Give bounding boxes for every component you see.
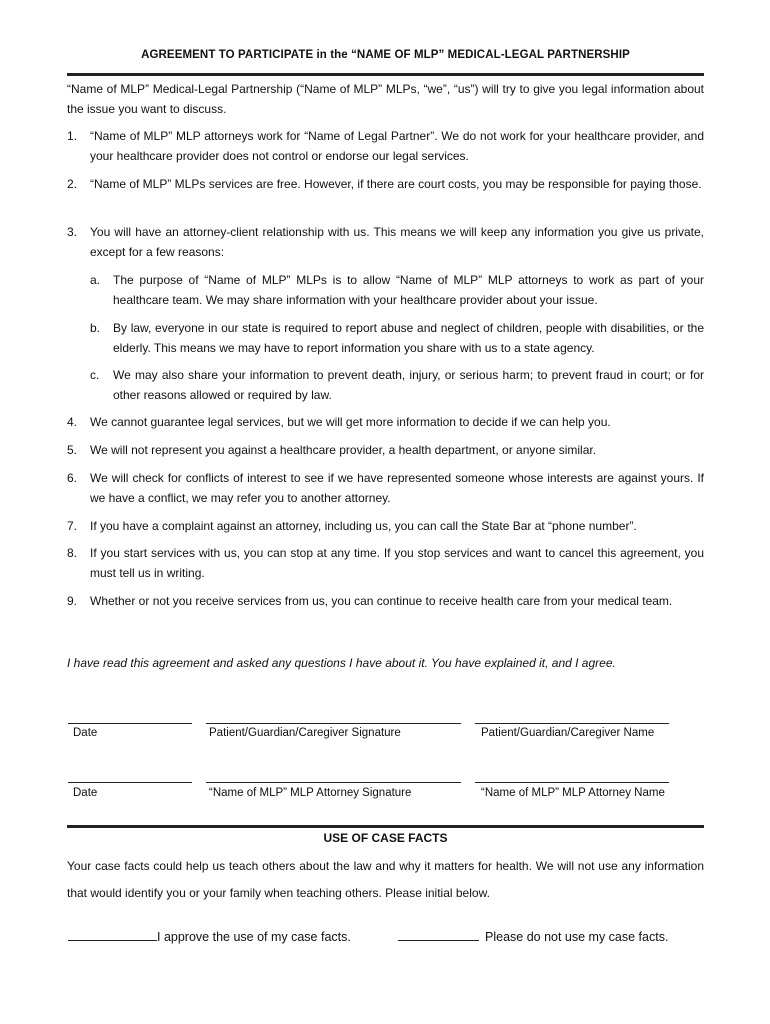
subitem-text: The purpose of “Name of MLP” MLPs is to allow “Name of MLP” MLP attorneys to work as part of your healthcare team. We may share information with your healthcare provider about your issue. <box>113 273 704 307</box>
acknowledgment-statement: I have read this agreement and asked any questions I have about it. You have explained it, and I agree. <box>67 656 616 670</box>
patient-signature-label: Patient/Guardian/Caregiver Signature <box>209 727 401 739</box>
intro-paragraph: “Name of MLP” Medical-Legal Partnership (“Name of MLP” MLPs, “we”, “us”) will try to give you legal information about the issue you want to discuss. <box>67 82 704 116</box>
agreement-item-3 <box>67 222 704 262</box>
agreement-item-7 <box>67 516 704 536</box>
date-line-attorney[interactable] <box>68 782 192 783</box>
item-text: “Name of MLP” MLP attorneys work for “Name of Legal Partner”. We do not work for your healthcare provider, and your healthcare provider does not control or endorse our legal services. <box>90 129 704 163</box>
case-facts-body: Your case facts could help us teach others about the law and why it matters for health. We will not use any information that would identify you or your family when teaching others. Please initial below. <box>67 859 704 900</box>
item-text: We cannot guarantee legal services, but we will get more information to decide if we can help you. <box>90 415 611 429</box>
subitem-letter: c. <box>90 368 100 382</box>
case-facts-title: USE OF CASE FACTS <box>323 831 448 845</box>
attorney-name-line[interactable] <box>475 782 669 783</box>
subitem-letter: b. <box>90 321 101 335</box>
document-title: AGREEMENT TO PARTICIPATE in the “NAME OF MLP” MEDICAL-LEGAL PARTNERSHIP <box>141 49 630 61</box>
item-text: If you have a complaint against an attorney, including us, you can call the State Bar at “phone number”. <box>90 519 637 533</box>
agreement-item-6 <box>67 468 704 508</box>
patient-signature-line[interactable] <box>206 723 461 724</box>
patient-name-line[interactable] <box>475 723 669 724</box>
agreement-item-4 <box>67 412 704 432</box>
subitem-text: By law, everyone in our state is required to report abuse and neglect of children, people with disabilities, or the elderly. This means we may have to report information you share with us to a state agency. <box>113 321 704 355</box>
attorney-signature-line[interactable] <box>206 782 461 783</box>
agreement-subitem-a <box>90 270 704 310</box>
item-number: 4. <box>67 415 78 429</box>
item-text: Whether or not you receive services from us, you can continue to receive health care from your medical team. <box>90 594 673 608</box>
approve-case-facts-option <box>68 928 351 944</box>
item-text: “Name of MLP” MLPs services are free. However, if there are court costs, you may be responsible for paying those. <box>90 177 702 191</box>
item-text: We will check for conflicts of interest to see if we have represented someone whose interests are against yours. If we have a conflict, we may refer you to another attorney. <box>90 471 704 505</box>
agreement-subitem-c <box>90 365 704 405</box>
agreement-item-1 <box>67 126 704 166</box>
subitem-text: We may also share your information to prevent death, injury, or serious harm; to prevent fraud in court; or for other reasons allowed or required by law. <box>113 368 704 402</box>
patient-name-label: Patient/Guardian/Caregiver Name <box>481 727 655 739</box>
title-divider <box>67 73 704 76</box>
agreement-item-9 <box>67 591 704 611</box>
attorney-name-label: “Name of MLP” MLP Attorney Name <box>481 787 665 799</box>
approve-initial-line[interactable] <box>68 928 157 941</box>
item-number: 8. <box>67 546 78 560</box>
item-number: 9. <box>67 594 78 608</box>
agreement-item-5 <box>67 440 704 460</box>
subitem-letter: a. <box>90 273 101 287</box>
date-label: Date <box>73 727 98 739</box>
item-text: We will not represent you against a healthcare provider, a health department, or anyone similar. <box>90 443 597 457</box>
decline-initial-line[interactable] <box>398 928 479 941</box>
item-text: If you start services with us, you can stop at any time. If you stop services and want to cancel this agreement, you must tell us in writing. <box>90 546 704 580</box>
item-number: 3. <box>67 225 78 239</box>
item-text: You will have an attorney-client relationship with us. This means we will keep any information you give us private, except for a few reasons: <box>90 225 704 259</box>
attorney-signature-label: “Name of MLP” MLP Attorney Signature <box>209 787 412 799</box>
item-number: 2. <box>67 177 78 191</box>
agreement-item-2 <box>67 174 704 194</box>
agreement-item-8 <box>67 543 704 583</box>
agreement-subitem-b <box>90 318 704 358</box>
date-label: Date <box>73 787 98 799</box>
approve-label: I approve the use of my case facts. <box>157 930 351 944</box>
item-number: 5. <box>67 443 78 457</box>
decline-label: Please do not use my case facts. <box>485 930 669 944</box>
item-number: 1. <box>67 129 78 143</box>
date-line-patient[interactable] <box>68 723 192 724</box>
decline-case-facts-option <box>398 928 668 944</box>
item-number: 7. <box>67 519 78 533</box>
item-number: 6. <box>67 471 78 485</box>
case-facts-divider <box>67 825 704 828</box>
